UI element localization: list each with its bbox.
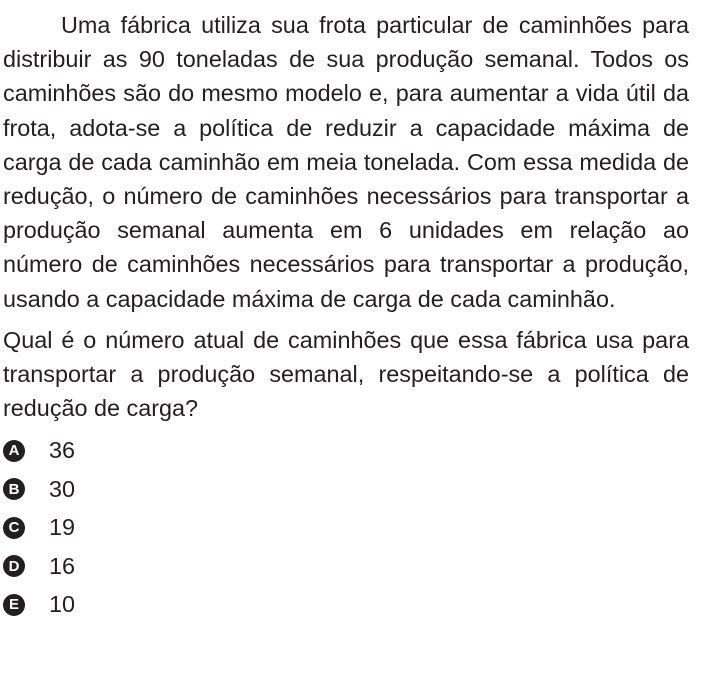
option-value: 30 bbox=[49, 475, 76, 502]
option-b[interactable] bbox=[3, 470, 689, 509]
option-e[interactable] bbox=[3, 585, 689, 624]
option-d[interactable] bbox=[3, 547, 689, 586]
option-value: 16 bbox=[49, 552, 76, 579]
answer-options bbox=[3, 431, 689, 624]
option-value: 19 bbox=[49, 514, 76, 541]
option-letter-badge: A bbox=[3, 440, 25, 462]
option-letter-badge: C bbox=[3, 517, 25, 539]
question-prompt: Qual é o número atual de caminhões que essa fábrica usa para transportar a produção semanal, respeitando-se a política de redução de carga? bbox=[3, 326, 689, 422]
question-block bbox=[3, 8, 689, 624]
option-letter-badge: D bbox=[3, 555, 25, 577]
option-c[interactable] bbox=[3, 508, 689, 547]
option-letter-badge: B bbox=[3, 478, 25, 500]
option-letter-badge: E bbox=[3, 594, 25, 616]
option-value: 36 bbox=[49, 437, 76, 464]
option-value: 10 bbox=[49, 591, 76, 618]
option-a[interactable] bbox=[3, 431, 689, 470]
question-statement: Uma fábrica utiliza sua frota particular de caminhões para distribuir as 90 toneladas de sua produção semanal. Todos os caminhões são do mesmo modelo e, para aumentar a vida útil da frota, adota-se a política de reduzir a capacidade máxima de carga de cada caminhão em meia tonelada. Com essa medida de redução, o número de caminhões necessários para transportar a produção semanal aumenta em 6 unidades em relação ao número de caminhões necessários para transportar a produção, usando a capacidade máxima de carga de cada caminhão. bbox=[3, 12, 689, 312]
